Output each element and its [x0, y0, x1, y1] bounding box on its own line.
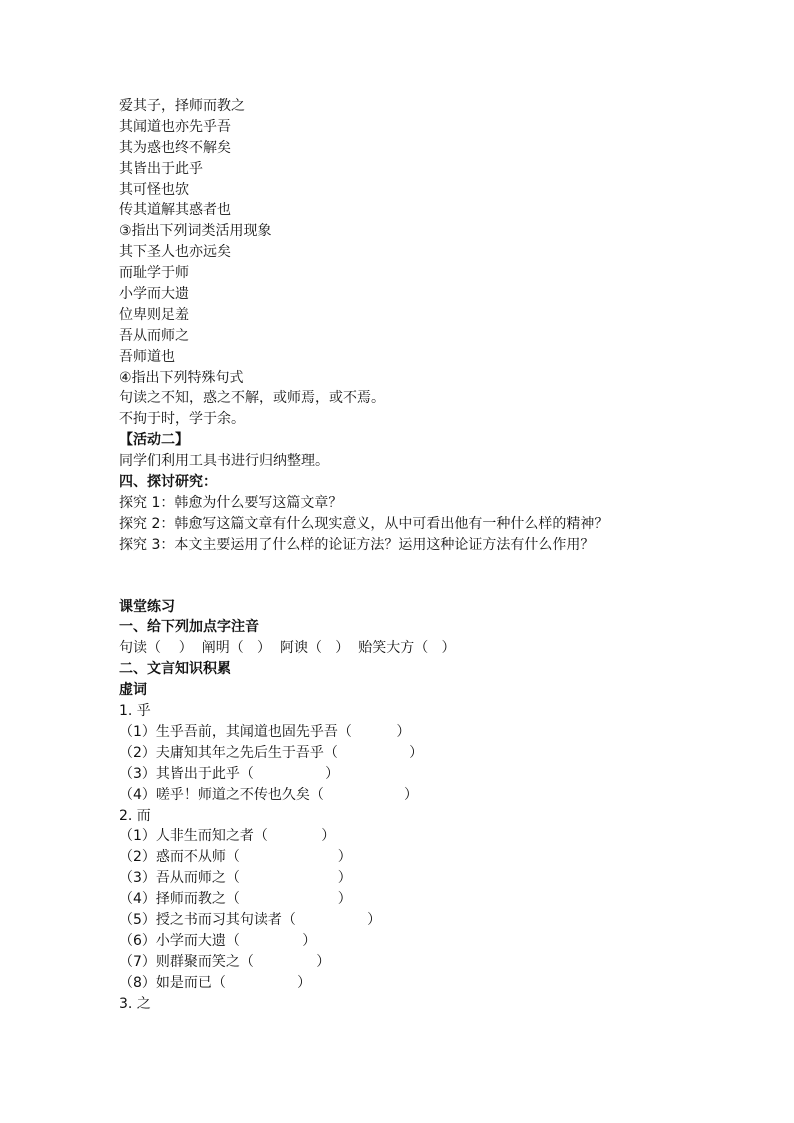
text-line: 吾从而师之	[119, 327, 189, 344]
exercise-item: （6）小学而大遗（ ）	[119, 932, 317, 949]
text-line: 传其道解其惑者也	[119, 202, 231, 219]
exercise-item: （1）人非生而知之者（ ）	[119, 828, 336, 845]
part1-line: 句读（ ） 阐明（ ） 阿谀（ ） 贻笑大方（ ）	[119, 640, 456, 657]
group-label-hu: 1. 乎	[119, 703, 151, 720]
exercise-item: （5）授之书而习其句读者（ ）	[119, 911, 382, 928]
part1-heading: 一、给下列加点字注音	[119, 619, 259, 636]
text-line: 其可怪也欤	[119, 181, 189, 198]
subsection-heading: ③指出下列词类活用现象	[119, 223, 272, 240]
explore-item: 探究 3：本文主要运用了什么样的论证方法？运用这种论证方法有什么作用？	[119, 536, 595, 553]
text-line: 其为惑也终不解矣	[119, 139, 231, 156]
text-line: 吾师道也	[119, 348, 175, 365]
text-line: 其下圣人也亦远矣	[119, 244, 231, 261]
text-line: 小学而大遗	[119, 286, 189, 303]
activity-text: 同学们利用工具书进行归纳整理。	[119, 453, 329, 470]
practice-title: 课堂练习	[119, 598, 175, 615]
text-line: 而耻学于师	[119, 265, 189, 282]
text-line: 句读之不知，惑之不解，或师焉，或不焉。	[119, 390, 385, 407]
group-label-er: 2. 而	[119, 807, 151, 824]
page-content	[119, 96, 719, 1014]
text-line: 爱其子，择师而教之	[119, 98, 245, 114]
exercise-item: （2）夫庸知其年之先后生于吾乎（ ）	[119, 744, 424, 761]
text-line: 其闻道也亦先乎吾	[119, 118, 231, 135]
text-line: 不拘于时，学于余。	[119, 411, 245, 428]
exercise-item: （3）其皆出于此乎（ ）	[119, 765, 340, 782]
explore-item: 探究 1：韩愈为什么要写这篇文章？	[119, 494, 343, 511]
exercise-item: （8）如是而已（ ）	[119, 974, 312, 991]
discussion-heading: 四、探讨研究：	[119, 474, 217, 491]
spacer	[119, 556, 719, 597]
subsection-heading: ④指出下列特殊句式	[119, 369, 244, 386]
activity-heading: 【活动二】	[119, 432, 189, 449]
exercise-item: （4）嗟乎！师道之不传也久矣（ ）	[119, 786, 419, 803]
exercise-item: （7）则群聚而笑之（ ）	[119, 953, 331, 970]
part2-heading: 二、文言知识积累	[119, 661, 231, 678]
xuci-heading: 虚词	[119, 682, 147, 699]
group-label-zhi: 3. 之	[119, 995, 151, 1012]
section-a-lines	[119, 96, 719, 430]
exercise-item: （2）惑而不从师（ ）	[119, 849, 352, 866]
exercise-item: （4）择师而教之（ ）	[119, 891, 352, 908]
explore-item: 探究 2：韩愈写这篇文章有什么现实意义，从中可看出他有一种什么样的精神？	[119, 515, 609, 532]
exercise-item: （1）生乎吾前，其闻道也固先乎吾（ ）	[119, 723, 411, 740]
text-line: 位卑则足羞	[119, 306, 189, 323]
exercise-item: （3）吾从而师之（ ）	[119, 870, 352, 887]
text-line: 其皆出于此乎	[119, 160, 203, 177]
